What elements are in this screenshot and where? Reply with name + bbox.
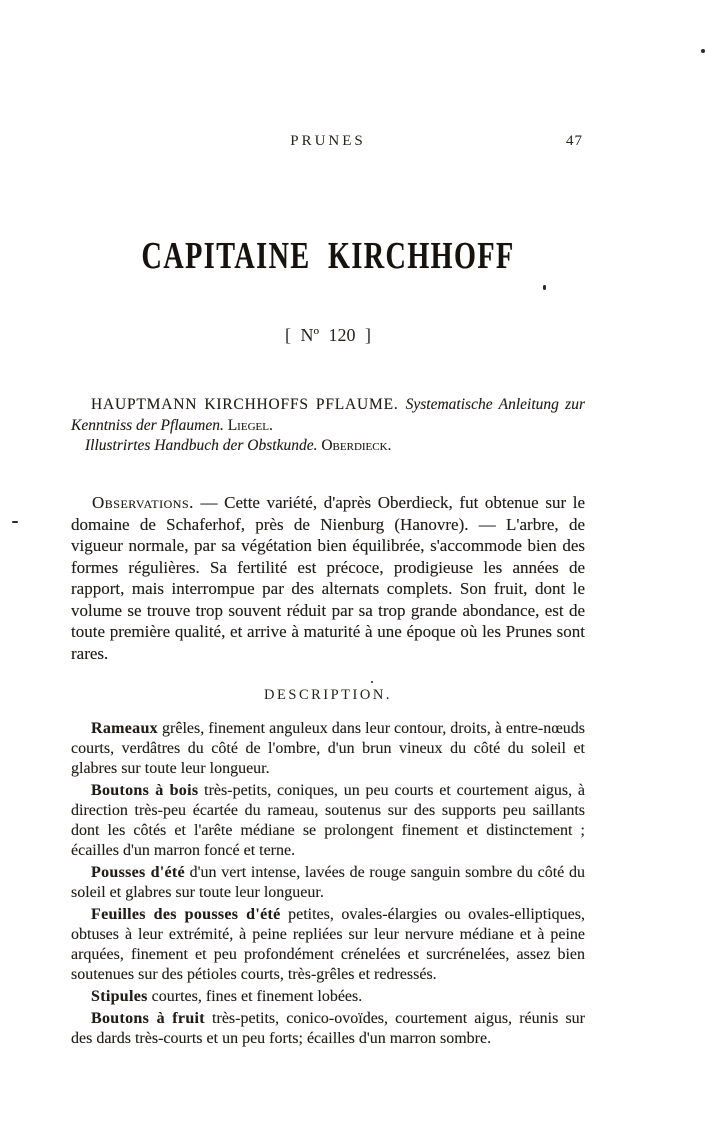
synonym-name: HAUPTMANN KIRCHHOFFS PFLAUME. [91, 396, 406, 413]
synonym-source-title: Systematische Anleitung zur Kenntniss der Pflaumen. [71, 396, 585, 434]
variety-title-row [71, 237, 585, 275]
description-term: Pousses d'été [91, 864, 185, 881]
synonym-source-title: Illustrirtes Handbuch der Obstkunde. [85, 437, 322, 454]
observations-label: Observations. [92, 493, 194, 512]
description-text: grêles, finement anguleux dans leur contour, droits, à entre-nœuds courts, verdâtres du côté de l'ombre, d'un brun vineux du côté du soleil et glabres sur toute leur longueur. [71, 720, 585, 777]
running-title: PRUNES [290, 133, 366, 149]
description-item-feuilles [71, 905, 585, 985]
synonym-author: Liegel. [227, 416, 273, 434]
ink-speck [371, 681, 373, 683]
ink-speck [12, 521, 18, 523]
synonyms-block [71, 395, 585, 457]
synonym-entry-liegel [71, 395, 585, 436]
description-text: courtes, fines et finement lobées. [147, 988, 363, 1005]
observations-text: — Cette variété, d'après Oberdieck, fut obtenue sur le domaine de Schaferhof, près de Nienburg (Hanovre). — L'arbre, de vigueur normale, par sa végétation bien équilibrée, s'accommode bien des formes régulières. Sa fertilité est précoce, prodigieuse les années de rapport, mais interrompue par des alternats complets. Son fruit, dont le volume se trouve trop souvent réduit par sa trop grande abondance, est de toute première qualité, et arrive à maturité à une époque où les Prunes sont rares. [71, 493, 585, 663]
description-item-stipules [71, 987, 585, 1007]
variety-title: CAPITAINE KIRCHHOFF [141, 235, 515, 277]
edition-number: [ Nº 120 ] [284, 325, 372, 345]
synonym-entry-oberdieck [71, 436, 585, 457]
ink-speck [543, 285, 546, 290]
description-text: d'un vert intense, lavées de rouge sanguin sombre du côté du soleil et glabres sur toute leur longueur. [71, 864, 585, 901]
description-item-pousses-d-ete [71, 863, 585, 903]
description-term: Rameaux [91, 720, 158, 737]
description-item-rameaux [71, 719, 585, 779]
description-heading: DESCRIPTION. [264, 687, 392, 703]
synonym-author: Oberdieck. [321, 437, 392, 454]
description-term: Stipules [91, 988, 148, 1005]
ink-speck [701, 49, 705, 53]
description-item-boutons-a-fruit [71, 1009, 585, 1049]
page-number: 47 [566, 133, 583, 149]
page-header [71, 133, 585, 150]
description-text: petites, ovales-élargies ou ovales-elliptiques, obtuses à leur extrémité, à peine repliées sur leur nervure médiane et à peine arquées, finement et peu profondément crénelées et surcrénelées, assez bien soutenues sur des pétioles courts, très-grêles et redressés. [71, 906, 585, 983]
description-text: très-petits, conico-ovoïdes, courtement aigus, réunis sur des dards très-courts et un peu forts; écailles d'un marron sombre. [71, 1010, 585, 1047]
description-item-boutons-a-bois [71, 781, 585, 861]
observations-paragraph [71, 492, 585, 664]
description-term: Boutons à fruit [91, 1010, 205, 1027]
description-list [71, 719, 585, 1051]
description-text: très-petits, coniques, un peu courts et courtement aigus, à direction très-peu écartée du rameau, soutenus sur des supports peu saillants dont les côtés et l'arête médiane se prolongent finement et distinctement ; écailles d'un marron foncé et terne. [71, 782, 586, 859]
description-term: Boutons à bois [91, 782, 199, 799]
description-term: Feuilles des pousses d'été [91, 906, 281, 923]
